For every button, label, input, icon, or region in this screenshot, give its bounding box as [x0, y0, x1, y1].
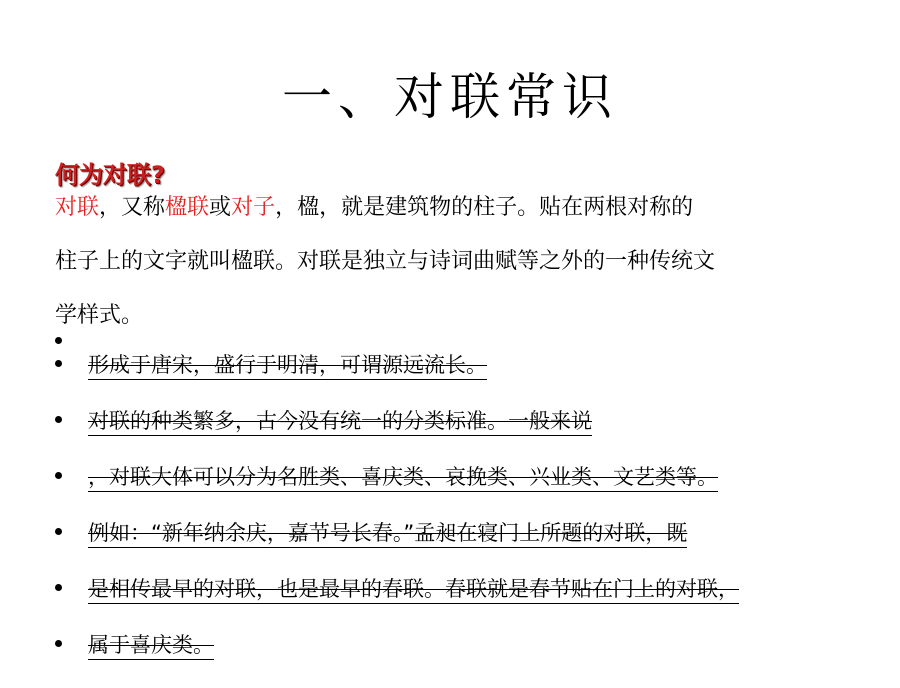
- intro-seg: 或: [209, 195, 232, 220]
- bullet-dot-icon: [55, 472, 62, 479]
- list-item-text: 属于喜庆类。: [88, 632, 214, 660]
- bullet-dot-icon: [55, 640, 62, 647]
- bullet-dot-icon: [55, 416, 62, 423]
- list-item-text: 是相传最早的对联，也是最早的春联。春联就是春节贴在门上的对联，: [88, 576, 739, 604]
- intro-line-1: [55, 192, 845, 246]
- intro-seg: ，又称: [99, 195, 166, 220]
- intro-line-3: 学样式。: [55, 303, 144, 328]
- intro-seg: 楹联: [165, 195, 210, 220]
- list-item: [55, 520, 885, 576]
- list-item: [55, 352, 885, 408]
- list-item: [55, 332, 885, 352]
- bullet-list: [55, 332, 885, 688]
- list-item-text: 例如：“新年纳余庆，嘉节号长春。”孟昶在寝门上所题的对联，既: [88, 520, 687, 548]
- intro-seg: ，楹，就是建筑物的柱子。贴在两根对称的: [275, 195, 694, 220]
- list-item-text: 形成于唐宋，盛行于明清，可谓源远流长。: [88, 352, 487, 380]
- intro-line-2: 柱子上的文字就叫楹联。对联是独立与诗词曲赋等之外的一种传统文: [55, 249, 716, 274]
- intro-seg: 对联: [55, 195, 100, 220]
- subheading: 何为对联?: [55, 161, 165, 189]
- bullet-dot-icon: [55, 584, 62, 591]
- page-title: 一、对联常识: [282, 68, 618, 126]
- bullet-dot-icon: [55, 528, 62, 535]
- intro-seg: 对子: [231, 195, 276, 220]
- list-item-text: ，对联大体可以分为名胜类、喜庆类、哀挽类、兴业类、文艺类等。: [88, 464, 718, 492]
- intro-paragraph: [55, 192, 845, 354]
- bullet-dot-icon: [55, 360, 62, 367]
- bullet-dot-icon: [55, 337, 62, 344]
- list-item: [55, 632, 885, 688]
- list-item: [55, 576, 885, 632]
- list-item: [55, 408, 885, 464]
- list-item-text: 对联的种类繁多，古今没有统一的分类标准。一般来说: [88, 408, 592, 436]
- list-item: [55, 464, 885, 520]
